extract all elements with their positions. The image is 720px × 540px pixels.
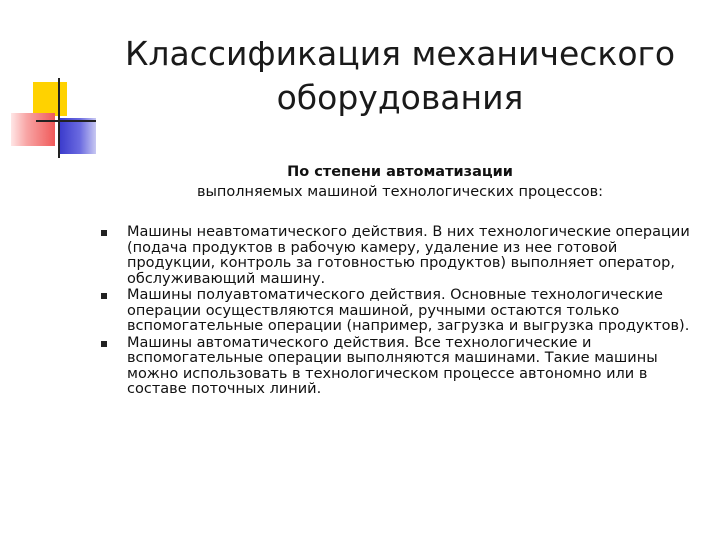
bullet-list bbox=[98, 225, 698, 399]
decoration-horizontal-line bbox=[36, 120, 96, 122]
subtitle-text: выполняемых машиной технологических процессов: bbox=[196, 184, 604, 200]
slide-title-line-2: оборудования bbox=[276, 78, 524, 117]
bullet-square-icon bbox=[101, 230, 107, 236]
bullet-square-icon bbox=[101, 341, 107, 347]
decoration-yellow-square bbox=[33, 82, 67, 116]
bullet-text: Машины полуавтоматического действия. Основные технологические операции осуществляются машиной, ручными остаются только вспомогательные операции (например, загрузка и выгрузка продуктов). bbox=[127, 287, 690, 334]
slide-subtitle bbox=[130, 162, 670, 202]
decoration-blue-square bbox=[60, 118, 96, 154]
bullet-text: Машины автоматического действия. Все технологические и вспомогательные операции выполняются машинами. Такие машины можно использовать в технологическом процессе автономно или в составе поточных линий. bbox=[127, 334, 658, 397]
decoration-vertical-line bbox=[58, 78, 60, 158]
corner-decoration bbox=[0, 0, 110, 170]
bullet-item bbox=[98, 288, 698, 335]
bullet-item bbox=[98, 225, 698, 287]
bullet-square-icon bbox=[101, 293, 107, 299]
bullet-text: Машины неавтоматического действия. В них технологические операции (подача продуктов в рабочую камеру, удаление из нее готовой продукции, контроль за готовностью продуктов) выполняет оператор, обслуживающий машину. bbox=[127, 224, 690, 287]
slide-title bbox=[100, 32, 700, 120]
subtitle-bold: По степени автоматизации bbox=[287, 164, 513, 180]
slide-title-line-1: Классификация механического bbox=[124, 34, 676, 73]
bullet-item bbox=[98, 336, 698, 398]
decoration-red-square bbox=[11, 113, 55, 146]
